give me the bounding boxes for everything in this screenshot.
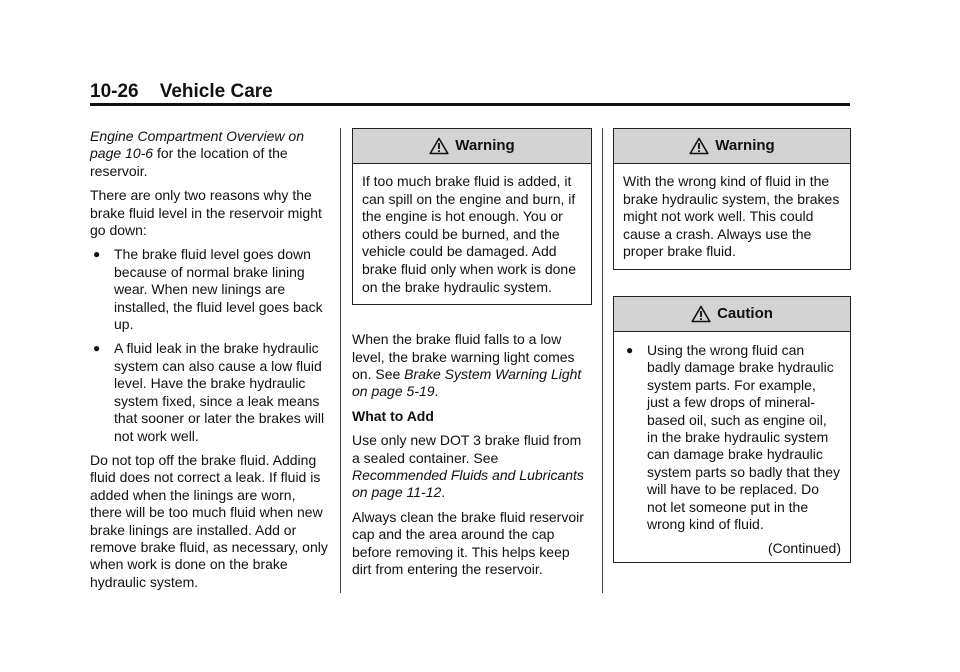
column-right: [613, 128, 851, 589]
list-item: ● The brake fluid level goes down because of normal brake lining wear. When new linings are installed, the fluid level goes back up.: [93, 246, 323, 333]
cross-reference-link[interactable]: Engine Compartment Overview on page 10-6: [90, 128, 304, 162]
caution-header: [614, 297, 850, 332]
caution-box: [613, 296, 851, 563]
paragraph: Use only new DOT 3 brake fluid from a sealed container. See Recommended Fluids and Lubricants on page 11-12.: [352, 432, 584, 501]
bullet-icon: ●: [626, 342, 634, 357]
paragraph: Do not top off the brake fluid. Adding fluid does not correct a leak. If fluid is added when the linings are worn, there will be too much fluid when new brake linings are installed. Add or remove brake fluid, as necessary, only when work is done on the brake hydraulic system.: [90, 451, 328, 590]
list-item: ● Using the wrong fluid can badly damage brake hydraulic system parts. For example, just a few drops of mineral-based oil, such as engine oil, in the brake hydraulic system can damage brake hydraulic system parts so badly that they will have to be replaced. Do not let someone put in the wrong kind of fluid.: [626, 341, 840, 533]
bullet-icon: ●: [93, 341, 101, 356]
warning-box: [352, 128, 592, 305]
warning-header: [353, 129, 591, 164]
page-number: 10-26: [90, 81, 139, 102]
warning-text: If too much brake fluid is added, it can spill on the engine and burn, if the engine is hot enough. You or others could be burned, and the vehicle could be damaged. Add brake fluid only when work is done on the brake hydraulic system.: [362, 173, 577, 295]
warning-box: [613, 128, 851, 270]
page-header: [90, 80, 850, 104]
section-heading: What to Add: [352, 407, 434, 424]
list-item: ● A fluid leak in the brake hydraulic system can also cause a low fluid level. Have the brake hydraulic system fixed, since a leak means that sooner or later the brakes will not work well.: [93, 340, 325, 444]
paragraph: Engine Compartment Overview on page 10-6 for the location of the reservoir.: [90, 128, 304, 179]
bullet-list: [90, 246, 330, 444]
header-rule: [90, 103, 850, 106]
paragraph: When the brake fluid falls to a low level, the brake warning light comes on. See Brake System Warning Light on page 5-19.: [352, 331, 582, 400]
column-middle: [352, 128, 592, 585]
cross-reference-link[interactable]: Brake System Warning Light on page 5-19: [352, 365, 582, 400]
column-left: [90, 128, 330, 598]
warning-triangle-icon: [689, 137, 709, 155]
warning-text: With the wrong kind of fluid in the brake hydraulic system, the brakes might not work well. This could cause a crash. Always use the proper brake fluid.: [623, 173, 840, 260]
column-divider: [602, 128, 603, 593]
paragraph: Always clean the brake fluid reservoir cap and the area around the cap before removing it. This helps keep dirt from entering the reservoir.: [352, 508, 584, 578]
caution-title: Caution: [717, 305, 773, 323]
paragraph: There are only two reasons why the brake fluid level in the reservoir might go down:: [90, 187, 322, 239]
warning-header: [614, 129, 850, 164]
continued-label: (Continued): [767, 540, 841, 557]
warning-title: Warning: [715, 137, 775, 155]
warning-triangle-icon: [691, 305, 711, 323]
bullet-list: [623, 342, 841, 533]
bullet-icon: ●: [93, 247, 101, 262]
column-divider: [340, 128, 341, 593]
cross-reference-link[interactable]: Recommended Fluids and Lubricants on page 11-12: [352, 467, 584, 501]
warning-title: Warning: [455, 137, 515, 155]
warning-triangle-icon: [429, 137, 449, 155]
section-title: Vehicle Care: [159, 81, 273, 102]
